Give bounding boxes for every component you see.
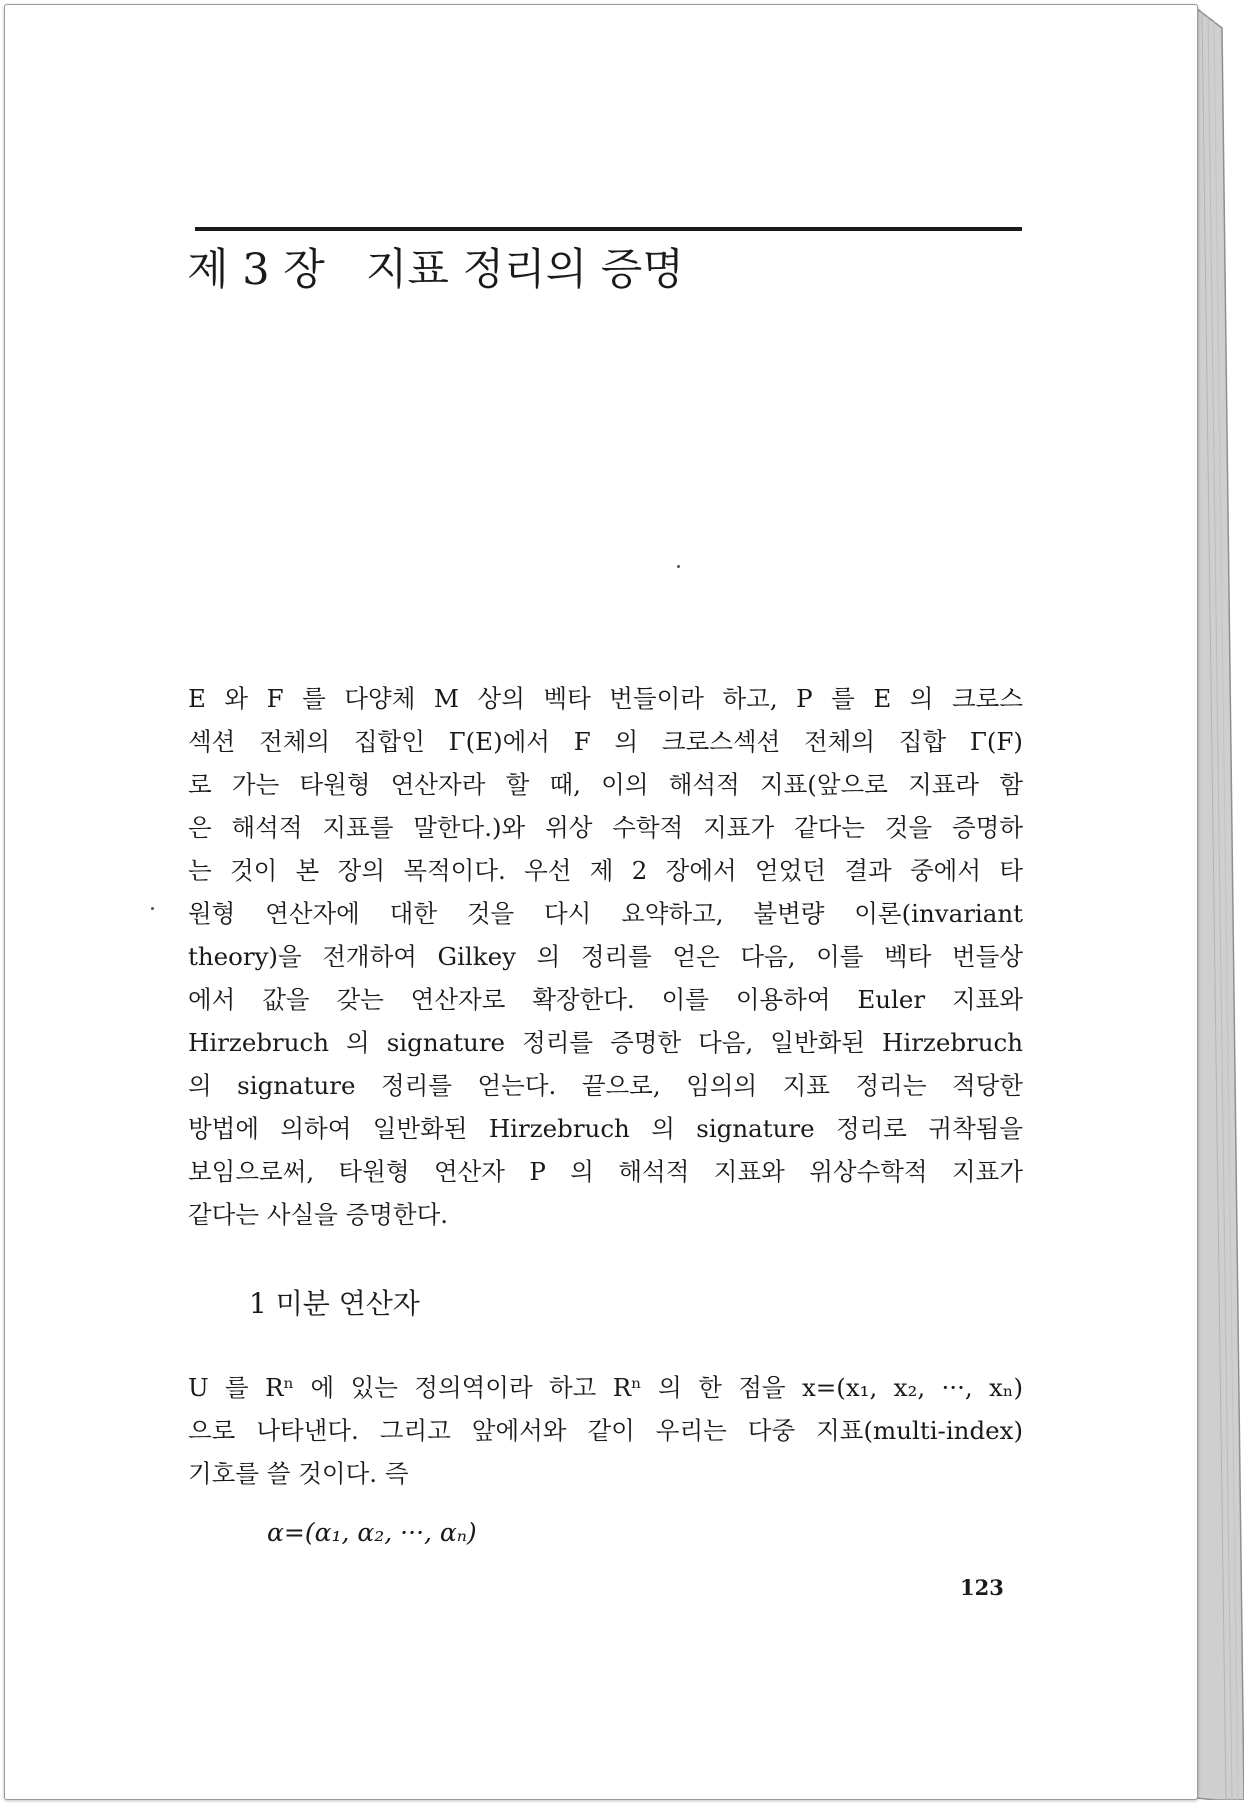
text-line: 섹션 전체의 집합인 Γ(E)에서 F 의 크로스섹션 전체의 집합 Γ(F) bbox=[188, 727, 1023, 756]
text-line: 기호를 쓸 것이다. 즉 bbox=[188, 1459, 409, 1488]
text-line: 원형 연산자에 대한 것을 다시 요약하고, 불변량 이론(invariant bbox=[188, 899, 1023, 928]
text-line: U 를 Rⁿ 에 있는 정의역이라 하고 Rⁿ 의 한 점을 x=(x₁, x₂, ···, xₙ) bbox=[188, 1373, 1023, 1402]
chapter-title: 제 3 장 지표 정리의 증명 bbox=[187, 245, 684, 295]
page-stack-edge bbox=[1196, 8, 1244, 1800]
page-sheet bbox=[4, 4, 1198, 1800]
section-heading: 1 미분 연산자 bbox=[249, 1287, 420, 1320]
text-line: Hirzebruch 의 signature 정리를 증명한 다음, 일반화된 Hirzebruch bbox=[188, 1028, 1023, 1057]
text-line: 는 것이 본 장의 목적이다. 우선 제 2 장에서 얻었던 결과 중에서 타 bbox=[188, 856, 1023, 885]
text-line: 로 가는 타원형 연산자라 할 때, 이의 해석적 지표(앞으로 지표라 함 bbox=[188, 770, 1023, 799]
text-line: 방법에 의하여 일반화된 Hirzebruch 의 signature 정리로 귀착됨을 bbox=[188, 1114, 1023, 1143]
intro-paragraph bbox=[188, 677, 1023, 1236]
scan-speck bbox=[677, 565, 680, 568]
text-line: 은 해석적 지표를 말한다.)와 위상 수학적 지표가 같다는 것을 증명하 bbox=[188, 813, 1023, 842]
page-number: 123 bbox=[960, 1575, 1004, 1600]
text-line: 보임으로써, 타원형 연산자 P 의 해석적 지표와 위상수학적 지표가 bbox=[188, 1157, 1023, 1186]
chapter-rule bbox=[195, 227, 1022, 231]
text-line: 의 signature 정리를 얻는다. 끝으로, 임의의 지표 정리는 적당한 bbox=[188, 1071, 1023, 1100]
scan-speck bbox=[151, 907, 154, 910]
text-line: 에서 값을 갖는 연산자로 확장한다. 이를 이용하여 Euler 지표와 bbox=[188, 985, 1023, 1014]
text-line: E 와 F 를 다양체 M 상의 벡타 번들이라 하고, P 를 E 의 크로스 bbox=[188, 684, 1023, 713]
text-line: 같다는 사실을 증명한다. bbox=[188, 1200, 449, 1229]
text-line: theory)을 전개하여 Gilkey 의 정리를 얻은 다음, 이를 벡타 번들상 bbox=[188, 942, 1023, 971]
section-paragraph bbox=[188, 1366, 1023, 1495]
formula-multi-index: α=(α₁, α₂, ···, αₙ) bbox=[267, 1518, 477, 1547]
text-line: 으로 나타낸다. 그리고 앞에서와 같이 우리는 다중 지표(multi-index) bbox=[188, 1416, 1023, 1445]
